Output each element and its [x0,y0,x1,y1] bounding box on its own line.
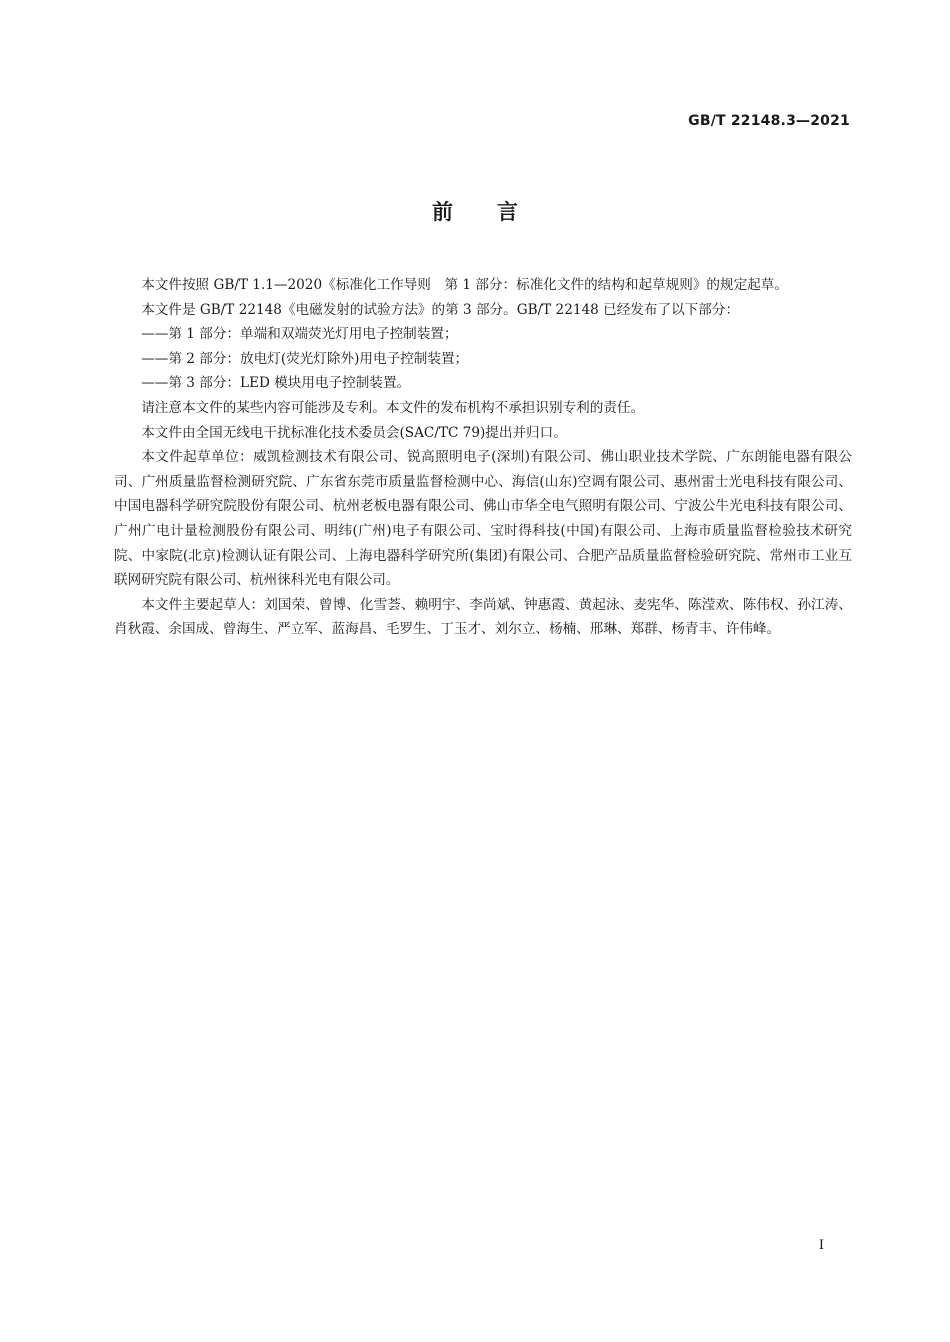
paragraph-drafters: 本文件主要起草人：刘国荣、曾博、化雪荟、赖明宇、李尚斌、钟惠霞、黄起泳、麦宪华、陈滢欢、陈伟权、孙江涛、肖秋霞、余国成、曾海生、严立军、蓝海昌、毛罗生、丁玉才、刘尔立、杨楠、邢琳、郑群、杨青丰、许伟峰。 [114,596,852,638]
paragraph-drafting-units: 本文件起草单位：威凯检测技术有限公司、锐高照明电子(深圳)有限公司、佛山职业技术学院、广东朗能电器有限公司、广州质量监督检测研究院、广东省东莞市质量监督检测中心、海信(山东)空调有限公司、惠州雷士光电科技有限公司、中国电器科学研究院股份有限公司、杭州老板电器有限公司、佛山市华全电气照明有限公司、宁波公牛光电科技有限公司、广州广电计量检测股份有限公司、明纬(广州)电子有限公司、宝时得科技(中国)有限公司、上海市质量监督检验技术研究院、中家院(北京)检测认证有限公司、上海电器科学研究所(集团)有限公司、合肥产品质量监督检验研究院、常州市工业互联网研究院有限公司、杭州徕科光电有限公司。 [114,449,852,589]
list-item-part-2: ——第 2 部分：放电灯(荧光灯除外)用电子控制装置； [141,350,469,367]
document-body [114,273,852,642]
paragraph-part-statement: 本文件是 GB/T 22148《电磁发射的试验方法》的第 3 部分。GB/T 22148 已经发布了以下部分： [141,301,740,318]
list-item-part-3: ——第 3 部分：LED 模块用电子控制装置。 [141,375,411,392]
list-item-part-1: ——第 1 部分：单端和双端荧光灯用电子控制装置； [141,326,458,343]
page-number: I [818,1238,824,1253]
paragraph-drafting-rules: 本文件按照 GB/T 1.1—2020《标准化工作导则 第 1 部分：标准化文件的结构和起草规则》的规定起草。 [141,277,788,293]
page-title: 前言 [432,200,562,224]
paragraph-patent-notice: 请注意本文件的某些内容可能涉及专利。本文件的发布机构不承担识别专利的责任。 [141,399,645,416]
standard-number: GB/T 22148.3—2021 [688,113,850,129]
paragraph-proposer: 本文件由全国无线电干扰标准化技术委员会(SAC/TC 79)提出并归口。 [141,424,567,441]
